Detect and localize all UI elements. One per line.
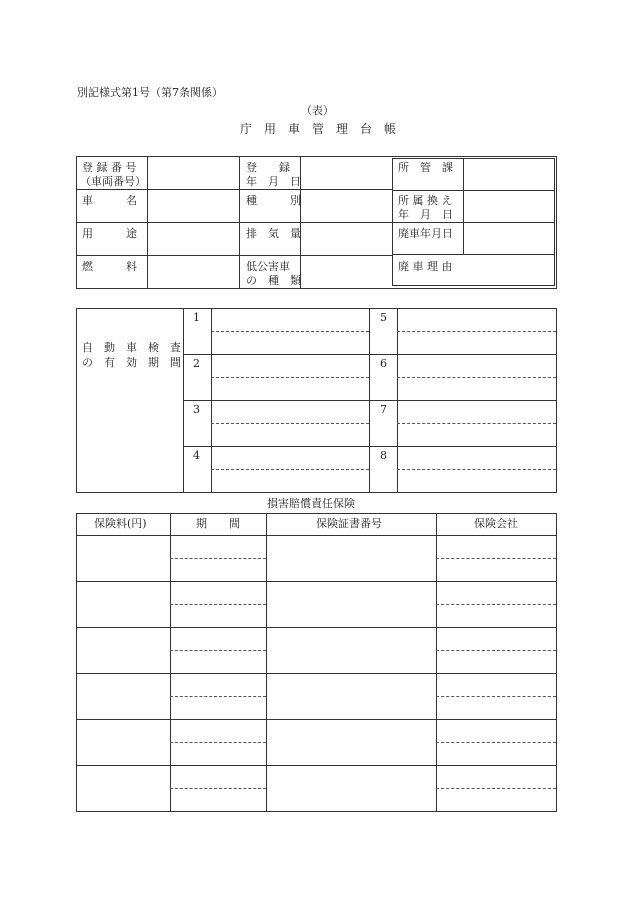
inspection-number: 1 [193, 311, 200, 324]
fuel-label: 燃 料 [82, 260, 137, 273]
inspection-number: 6 [380, 357, 387, 370]
form-side-label: （表） [301, 104, 334, 117]
inspection-number: 4 [193, 449, 200, 462]
low-emission-label-1: 低公害車 [246, 260, 290, 273]
inspection-number: 8 [380, 449, 387, 462]
inspection-period-label-1: 自 動 車 検 査 [82, 341, 181, 354]
registration-number-label: 登 録 番 号 [82, 161, 137, 174]
managing-section-label: 所 管 課 [398, 161, 453, 174]
inspection-number: 2 [193, 357, 200, 370]
disposal-date-label: 廃車年月日 [398, 227, 453, 240]
low-emission-label-2: の 種 類 [246, 274, 301, 287]
policy-number-header: 保険証書番号 [316, 517, 382, 530]
vehicle-number-label: （車両番号） [80, 175, 146, 188]
use-label: 用 途 [82, 227, 137, 240]
transfer-label-1: 所 属 換 え [398, 194, 453, 207]
type-label: 種 別 [246, 194, 301, 207]
insurance-title: 損害賠償責任保険 [267, 497, 355, 510]
inspection-number: 3 [193, 403, 200, 416]
insurance-company-header: 保険会社 [474, 517, 518, 530]
inspection-period-label-2: の 有 効 期 間 [82, 356, 181, 369]
period-header: 期 間 [196, 517, 240, 530]
registration-date-label-2: 年 月 日 [246, 175, 301, 188]
form-reference: 別記様式第1号（第7条関係） [77, 86, 223, 99]
displacement-label: 排 気 量 [246, 227, 301, 240]
vehicle-name-label: 車 名 [82, 194, 137, 207]
form-title: 庁 用 車 管 理 台 帳 [240, 122, 397, 136]
inspection-number: 7 [380, 403, 387, 416]
inspection-number: 5 [380, 311, 387, 324]
disposal-reason-label: 廃 車 理 由 [398, 260, 453, 273]
premium-header: 保険料(円) [94, 517, 147, 530]
transfer-label-2: 年 月 日 [398, 208, 453, 221]
registration-date-label-1: 登 録 [246, 161, 290, 174]
